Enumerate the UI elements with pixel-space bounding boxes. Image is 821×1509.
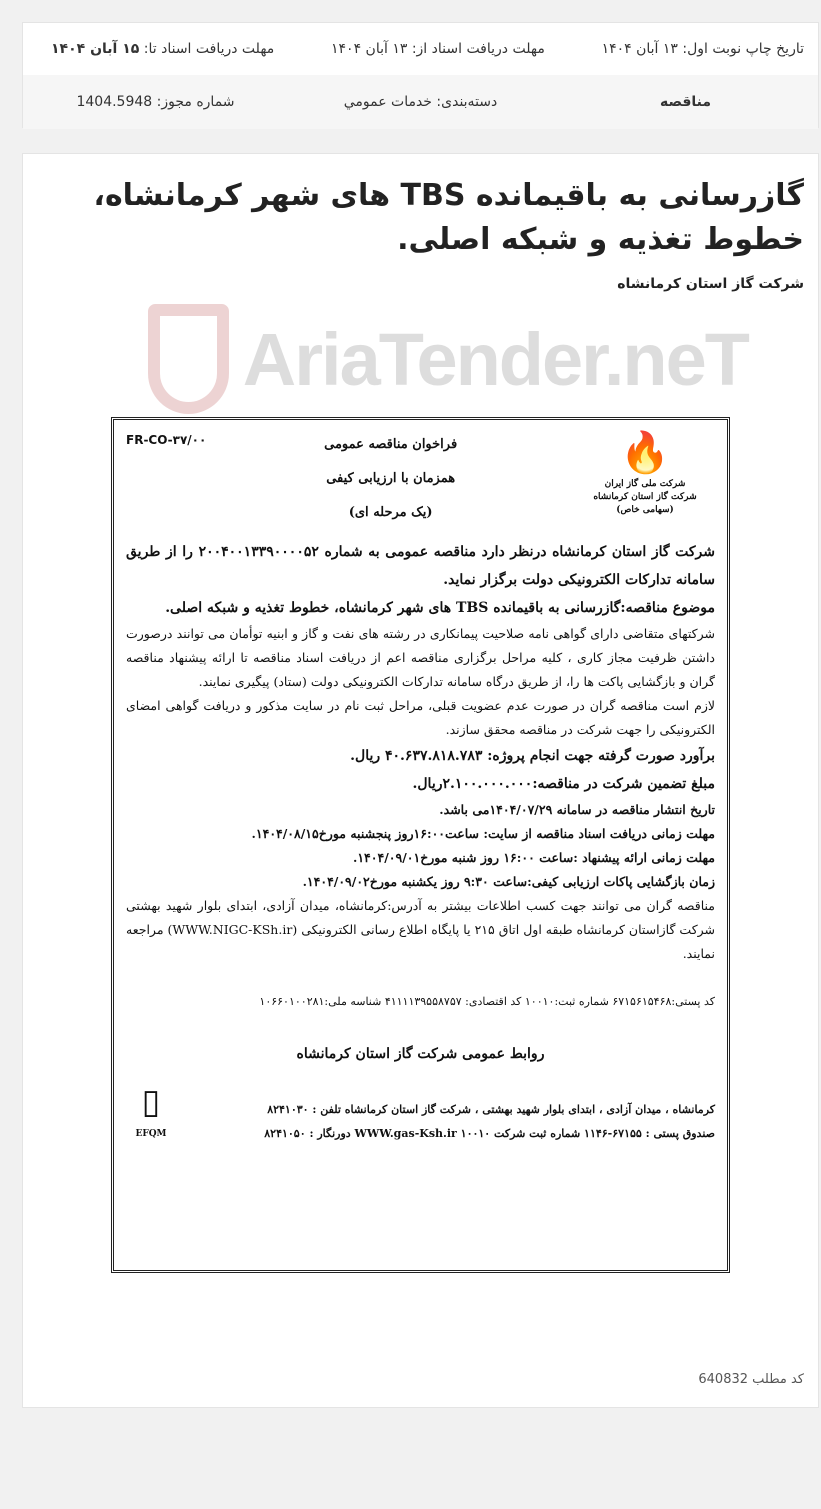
public-relations: روابط عمومی شرکت گاز استان کرمانشاه <box>296 1046 545 1062</box>
category[interactable]: دسته‌بندی: خدمات عمومي <box>343 94 498 110</box>
building-icon: ▯ <box>141 1082 161 1122</box>
notice-para: لازم است مناقصه گران در صورت عدم عضویت قبلی، مراحل ثبت نام در سایت مذکور و دریافت گواهی امضای الکترونیکی را جهت شرکت در مناقصه محقق سازند. <box>126 698 715 737</box>
bid-deadline: مهلت زمانی ارائه پیشنهاد :ساعت ۱۶:۰۰ روز شنبه مورخ۱۴۰۴/۰۹/۰۱. <box>352 850 715 865</box>
address-line: صندوق پستی : ۶۷۱۵۵-۱۱۴۶ شماره ثبت شرکت ۱۰۰۱۰ WWW.gas-Ksh.ir دورنگار : ۸۲۴۱۰۵۰ <box>264 1127 715 1140</box>
notice-para: شرکتهای متقاضی دارای گواهی نامه صلاحیت پیمانکاری در رشته های نفت و گاز و ابنیه توأمان می توانند درصورت داشتن ظرفیت مجاز کاری ، کلیه مراحل برگزاری مناقصه اعم از دریافت اسناد مناقصه تا ارائه پیشنهاد مناقصه گران و بازگشایی پاکت ها را، از طریق درگاه سامانه تدارکات الکترونیکی دولت (ستاد) پیگیری نمایند. <box>126 626 715 689</box>
notice-para: شرکت گاز استان کرمانشاه درنظر دارد مناقصه عمومی به شماره ۲۰۰۴۰۰۱۳۳۹۰۰۰۰۵۲ را از طریق سامانه تدارکات الکترونیکی دولت برگزار نماید. <box>126 544 715 588</box>
notice-titles: فراخوان مناقصه عمومی همزمان با ارزیابی کیفی (یک مرحله ای) <box>324 437 458 520</box>
watermark-shield-icon <box>148 304 229 414</box>
estimate: برآورد صورت گرفته جهت انجام پروژه: ۴۰.۶۳۷.۸۱۸.۷۸۳ ریال. <box>350 748 715 764</box>
company-logo: 🔥 شرکت ملی گاز ایران شرکت گاز استان کرمانشاه (سهامی خاص) <box>575 428 715 517</box>
address-line: کرمانشاه ، میدان آزادی ، ابتدای بلوار شهید بهشتی ، شرکت گاز استان کرمانشاه تلفن : ۸۲۴۱۰۳۰ <box>267 1103 715 1116</box>
tender-detail-card <box>22 153 819 1408</box>
efqm-logo: ▯ EFQM <box>126 1082 176 1146</box>
contact-para: مناقصه گران می توانند جهت کسب اطلاعات بیشتر به آدرس:کرمانشاه، میدان آزادی، ابتدای بلوار شهید بهشتی شرکت گازاستان کرمانشاه طبقه اول اتاق ۲۱۵ یا پایگاه اطلاع رسانی الکترونیکی (WWW.NIGC-KSh.ir) مراجعه نمایند. <box>126 898 716 961</box>
organization-name[interactable]: شرکت گاز استان کرمانشاه <box>617 276 804 292</box>
doc-to-date: مهلت دریافت اسناد تا: ۱۵ آبان ۱۴۰۴ <box>51 41 275 57</box>
doc-from-date: مهلت دریافت اسناد از: ۱۳ آبان ۱۴۰۴ <box>331 41 545 57</box>
item-code: کد مطلب 640832 <box>698 1372 804 1387</box>
notice-subject: موضوع مناقصه:گازرسانی به باقیمانده TBS های شهر کرمانشاه، خطوط تغذیه و شبکه اصلی. <box>165 600 715 616</box>
flame-logo-icon: 🔥 <box>620 429 670 476</box>
doc-deadline: مهلت زمانی دریافت اسناد مناقصه از سایت: ساعت۱۶:۰۰روز پنجشنبه مورخ۱۴۰۴/۰۸/۱۵. <box>251 826 715 841</box>
watermark-text: AriaTender.neT <box>242 317 748 401</box>
tender-meta-card <box>22 22 819 128</box>
opening-time: زمان بازگشایی پاکات ارزیابی کیفی:ساعت ۹:۳۰ روز یکشنبه مورخ۱۴۰۴/۰۹/۰۲. <box>302 874 715 889</box>
watermark <box>148 304 748 414</box>
tender-notice-image <box>111 417 730 1273</box>
publish-date: تاریخ انتشار مناقصه در سامانه ۱۴۰۴/۰۷/۲۹می باشد. <box>439 802 715 817</box>
tender-type: مناقصه <box>659 94 712 110</box>
form-code: FR-CO-۳۷/۰۰ <box>126 433 207 447</box>
license-number: شماره مجوز: 1404.5948 <box>76 94 235 110</box>
guarantee: مبلغ تضمین شرکت در مناقصه:۲.۱۰۰.۰۰۰.۰۰۰ریال. <box>412 776 715 792</box>
company-ids: کد پستی:۶۷۱۵۶۱۵۴۶۸ شماره ثبت:۱۰۰۱۰ کد اقتصادی: ۴۱۱۱۱۳۹۵۵۸۷۵۷ شناسه ملی:۱۰۶۶۰۱۰۰۲۸۱ <box>259 995 715 1008</box>
first-print-date: تاریخ چاپ نوبت اول: ۱۳ آبان ۱۴۰۴ <box>601 41 804 57</box>
page-title: گازرسانی به باقیمانده TBS های شهر کرمانشاه، خطوط تغذیه و شبکه اصلی. <box>93 178 804 257</box>
